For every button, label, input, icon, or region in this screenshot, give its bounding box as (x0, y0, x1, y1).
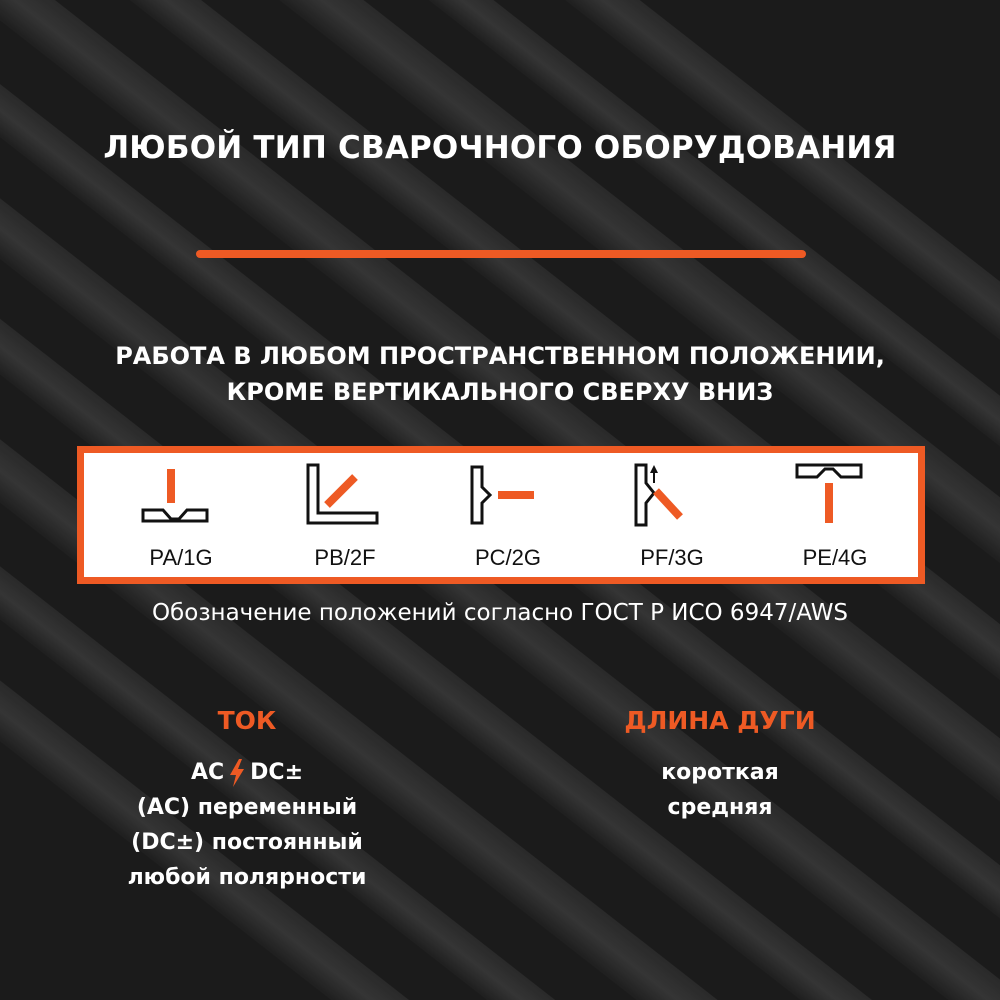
vertical-up-icon (632, 463, 712, 539)
page-title: ЛЮБОЙ ТИП СВАРОЧНОГО ОБОРУДОВАНИЯ (103, 130, 897, 166)
horizontal-fillet-icon (305, 463, 385, 539)
position-item-pf (592, 453, 752, 577)
ac-label: AC (190, 760, 225, 785)
position-item-pc (428, 453, 588, 577)
subtitle-line-1: РАБОТА В ЛЮБОМ ПРОСТРАНСТВЕННОМ ПОЛОЖЕНИИ, (115, 342, 885, 370)
position-label-pc: PC/2G (474, 545, 542, 570)
position-label-pf: PF/3G (640, 545, 704, 570)
position-label-pa: PA/1G (149, 545, 213, 570)
welding-positions-panel (77, 446, 925, 584)
welding-positions-list (84, 453, 918, 577)
horizontal-position-icon (468, 463, 548, 539)
position-label-pe: PE/4G (802, 545, 868, 570)
current-line-1: (AC) переменный (136, 795, 358, 820)
overhead-position-icon (795, 463, 875, 539)
flat-position-icon (141, 463, 221, 539)
arc-length-heading: ДЛИНА ДУГИ (624, 706, 816, 735)
arc-length-section (550, 706, 890, 825)
position-item-pe (755, 453, 915, 577)
arc-length-line-1: короткая (661, 760, 779, 785)
dc-label: DC± (250, 760, 303, 785)
position-item-pb (265, 453, 425, 577)
current-heading: ТОК (217, 706, 277, 735)
arc-length-line-2: средняя (667, 795, 773, 820)
subtitle (0, 338, 1000, 410)
position-item-pa (101, 453, 261, 577)
ac-dc-row (77, 755, 417, 790)
current-line-2: (DC±) постоянный (131, 830, 363, 855)
current-line-3: любой полярности (127, 865, 367, 890)
current-section (77, 706, 417, 895)
positions-caption: Обозначение положений согласно ГОСТ Р ИСО 6947/AWS (151, 600, 849, 626)
subtitle-line-2: КРОМЕ ВЕРТИКАЛЬНОГО СВЕРХУ ВНИЗ (226, 378, 774, 406)
title-divider (196, 250, 806, 258)
lightning-bolt-icon (228, 759, 246, 787)
position-label-pb: PB/2F (314, 545, 376, 570)
